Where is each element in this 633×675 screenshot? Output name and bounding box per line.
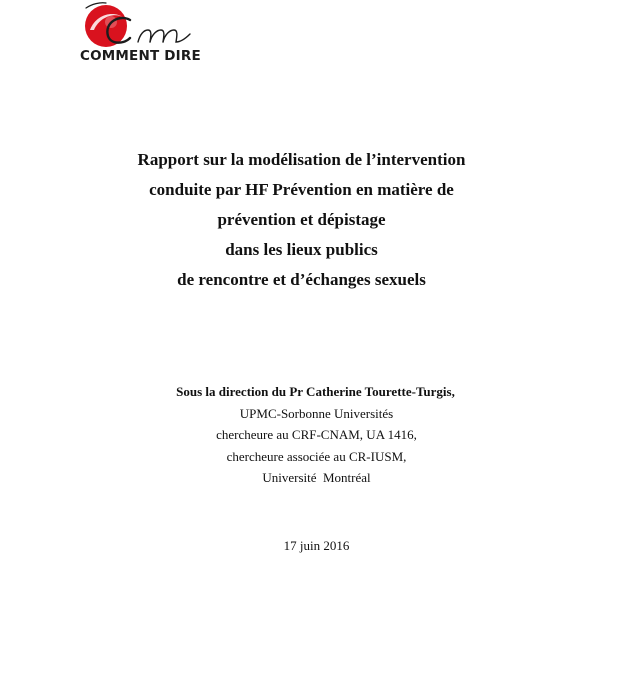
brand-name: COMMENT DIRE: [80, 48, 201, 64]
affiliation-line: Université Montréal: [262, 470, 371, 485]
affiliation-line: chercheure au CRF-CNAM, UA 1416,: [216, 427, 417, 442]
title-line: de rencontre et d’échanges sexuels: [177, 270, 426, 289]
title-line: Rapport sur la modélisation de l’intervention: [137, 150, 466, 169]
title-line: dans les lieux publics: [225, 240, 378, 259]
report-title: [0, 145, 603, 295]
direction-lead: Sous la direction du Pr Catherine Tourette-Turgis,: [176, 384, 455, 399]
comment-dire-logo: [78, 0, 208, 70]
affiliation-line: chercheure associée au CR-IUSM,: [226, 448, 407, 464]
direction-block: [0, 381, 633, 489]
report-date: 17 juin 2016: [283, 538, 350, 553]
affiliation-line: UPMC-Sorbonne Universités: [239, 405, 394, 421]
title-line: conduite par HF Prévention en matière de: [149, 180, 454, 199]
title-line: prévention et dépistage: [217, 210, 386, 229]
